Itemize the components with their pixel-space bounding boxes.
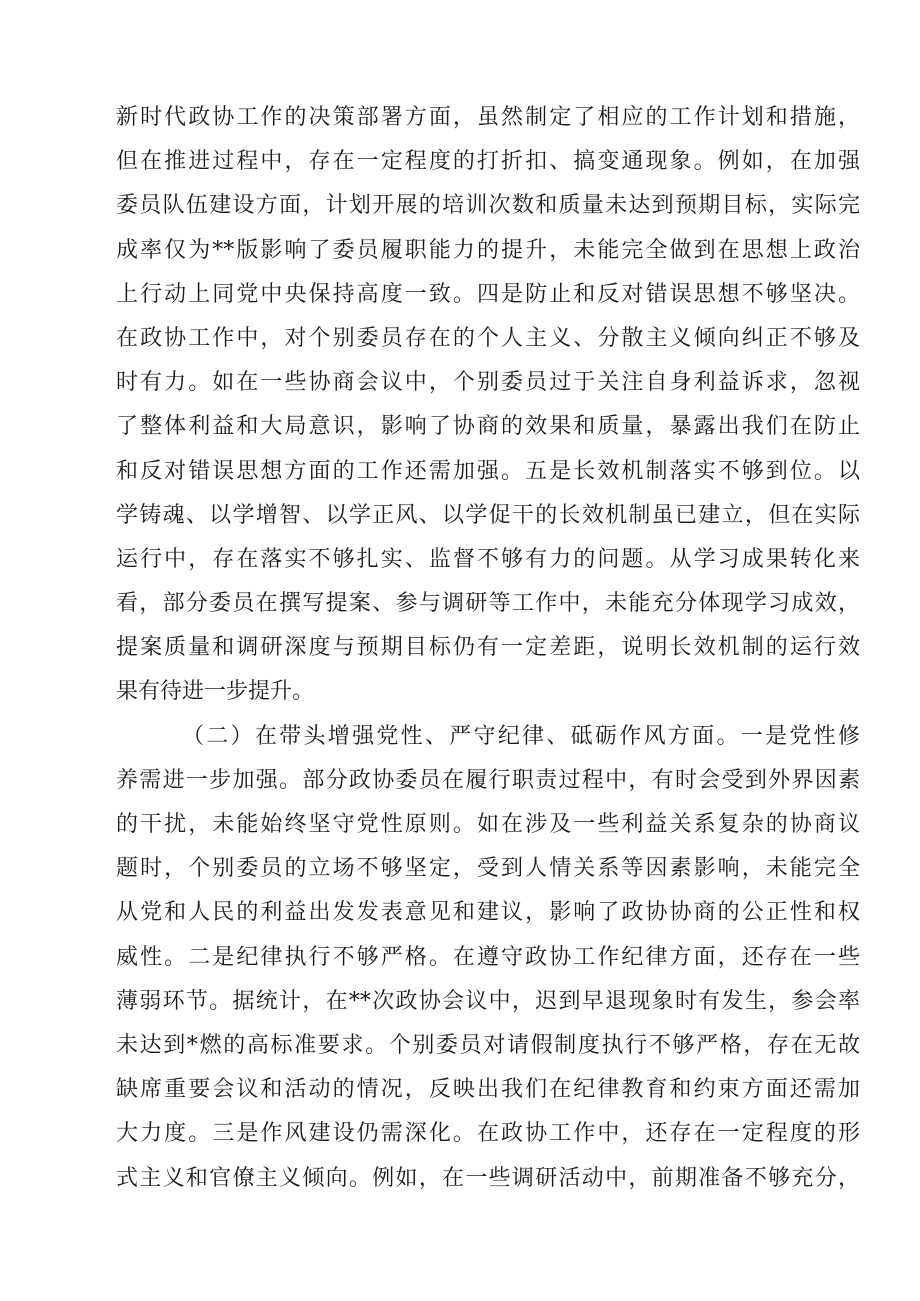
- text-line: 了整体利益和大局意识，影响了协商的效果和质量，暴露出我们在防止: [116, 414, 860, 440]
- text-line: 上行动上同党中央保持高度一致。四是防止和反对错误思想不够坚决。: [116, 281, 860, 307]
- text-line: 运行中，存在落实不够扎实、监督不够有力的问题。从学习成果转化来: [116, 546, 860, 572]
- text-line: 但在推进过程中，存在一定程度的打折扣、搞变通现象。例如，在加强: [116, 149, 860, 175]
- text-line: 题时，个别委员的立场不够坚定，受到人情关系等因素影响，未能完全: [116, 856, 860, 882]
- text-line: 未达到*燃的高标准要求。个别委员对请假制度执行不够严格，存在无故: [116, 1032, 860, 1058]
- text-line: 看，部分委员在撰写提案、参与调研等工作中，未能充分体现学习成效，: [116, 591, 860, 617]
- text-line: 大力度。三是作风建设仍需深化。在政协工作中，还存在一定程度的形: [116, 1121, 860, 1147]
- text-line: 养需进一步加强。部分政协委员在履行职责过程中，有时会受到外界因素: [116, 767, 860, 793]
- text-line: 果有待进一步提升。: [116, 679, 315, 705]
- text-line: 威性。二是纪律执行不够严格。在遵守政协工作纪律方面，还存在一些: [116, 944, 860, 970]
- text-line: 学铸魂、以学增智、以学正风、以学促干的长效机制虽已建立，但在实际: [116, 502, 860, 528]
- body-text: [116, 96, 860, 1201]
- text-line: 的干扰，未能始终坚守党性原则。如在涉及一些利益关系复杂的协商议: [116, 812, 860, 837]
- paragraph-1: [116, 96, 860, 715]
- section-heading-line: （二）在带头增强党性、严守纪律、砥砺作风方面。一是党性修: [182, 723, 860, 749]
- text-line: 委员队伍建设方面，计划开展的培训次数和质量未达到预期目标，实际完: [116, 193, 860, 219]
- text-line: 式主义和官僚主义倾向。例如，在一些调研活动中，前期准备不够充分，: [116, 1165, 860, 1191]
- text-line: 和反对错误思想方面的工作还需加强。五是长效机制落实不够到位。以: [116, 458, 860, 484]
- text-line: 成率仅为**版影响了委员履职能力的提升，未能完全做到在思想上政治: [116, 237, 860, 263]
- text-line: 从党和人民的利益出发发表意见和建议，影响了政协协商的公正性和权: [116, 900, 860, 926]
- text-line: 薄弱环节。据统计，在**次政协会议中，迟到早退现象时有发生，参会率: [116, 988, 860, 1014]
- text-line: 时有力。如在一些协商会议中，个别委员过于关注自身利益诉求，忽视: [116, 370, 860, 396]
- text-line: 在政协工作中，对个别委员存在的个人主义、分散主义倾向纠正不够及: [116, 325, 860, 351]
- text-line: 新时代政协工作的决策部署方面，虽然制定了相应的工作计划和措施，: [116, 105, 860, 130]
- paragraph-2: [116, 715, 860, 1201]
- text-line: 提案质量和调研深度与预期目标仍有一定差距，说明长效机制的运行效: [116, 635, 860, 661]
- text-line: 缺席重要会议和活动的情况，反映出我们在纪律教育和约束方面还需加: [116, 1077, 860, 1103]
